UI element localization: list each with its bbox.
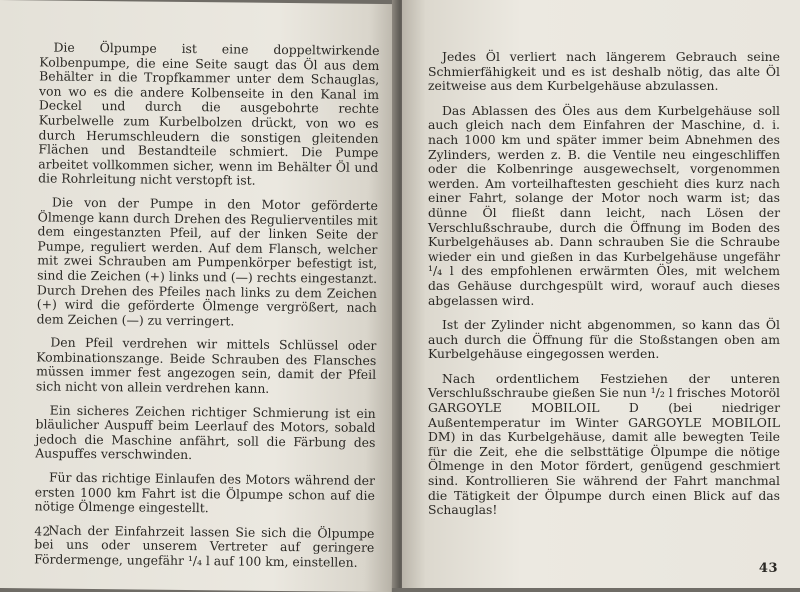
right-paragraph-2: Das Ablassen des Öles aus dem Kurbelgehäuse soll auch gleich nach dem Einfahren der Maschine, d. i. nach 1000 km und später immer beim Abnehmen des Zylinders, werden z. B. die Ventile neu eingeschliffen oder die Kolbenringe ausgewechselt, vorgenommen werden. Am vorteilhaftesten geschieht dies kurz nach einer Fahrt, solange der Motor noch warm ist; das dünne Öl fließt dann leicht, nach Lösen der Verschlußschraube, durch die Öffnung im Boden des Kurbelgehäuses ab. Dann schrauben Sie die Schraube wieder ein und gießen in das Kurbelgehäuse ungefähr ¹/₄ l des empfohlenen erwärmten Öles, mit welchem das Gehäuse durchgespült wird, worauf auch dieses abgelassen wird. [428,102,780,308]
left-paragraph-3: Den Pfeil verdrehen wir mittels Schlüssel oder Kombinationszange. Beide Schrauben des Flansches müssen immer fest angezogen sein, damit der Pfeil sich nicht von allein verdrehen kann. [35,334,377,396]
left-paragraph-2: Die von der Pumpe in den Motor geförderte Ölmenge kann durch Drehen des Regulierventiles mit dem eingestanzten Pfeil, auf der linken Seite der Pumpe, reguliert werden. Auf dem Flansch, welcher mit zwei Schrauben am Pumpenkörper befestigt ist, sind die Zeichen (+) links und (—) rechts eingestanzt. Durch Drehen des Pfeiles nach links zu dem Zeichen (+) wird die geförderte Ölmenge vergrößert, nach dem Zeichen (—) zu verringert. [36,194,378,329]
left-paragraph-5: Für das richtige Einlaufen des Motors während der ersten 1000 km Fahrt ist die Ölpumpe schon auf die nötige Ölmenge eingestellt. [34,469,376,516]
right-page-number: 43 [758,561,778,576]
left-page [0,0,398,592]
right-paragraph-1: Jedes Öl verliert nach längerem Gebrauch seine Schmierfähigkeit und es ist deshalb nötig, das alte Öl zeitweise aus dem Kurbelgehäuse abzulassen. [428,49,780,94]
right-paragraph-3: Ist der Zylinder nicht abgenommen, so kann das Öl auch durch die Öffnung für die Stoßstangen oben am Kurbelgehäuse eingegossen werden. [428,317,780,362]
right-page [402,0,800,588]
left-page-number: 42 [34,524,51,539]
left-paragraph-6: Nach der Einfahrzeit lassen Sie sich die Ölpumpe bei uns oder unserem Vertreter auf geringere Fördermenge, ungefähr ¹/₄ l auf 100 km, einstellen. [34,522,375,570]
left-paragraph-1: Die Ölpumpe ist eine doppeltwirkende Kolbenpumpe, die eine Seite saugt das Öl aus dem Behälter in die Tropfkammer unter dem Schauglas, von wo es die andere Kolbenseite in den Kanal im Deckel und durch die ausgebohrte rechte Kurbelwelle zum Kurbelbolzen drückt, von wo es durch Herumschleudern die sonstigen gleitenden Flächen und Bestandteile schmiert. Die Pumpe arbeitet vollkommen sicher, wenn im Behälter Öl und die Rohrleitung nicht verstopft ist. [38,39,380,189]
right-paragraph-4: Nach ordentlichem Festziehen der unteren Verschlußschraube gießen Sie nun ¹/₂ l frisches Motoröl GARGOYLE MOBILOIL D (bei niedriger Außentemperatur im Winter GARGOYLE MOBILOIL DM) in das Kurbelgehäuse, damit alle bewegten Teile für die Zeit, ehe die selbsttätige Ölpumpe die nötige Ölmenge in den Motor fördert, genügend geschmiert sind. Kontrollieren Sie während der Fahrt manchmal die Tätigkeit der Ölpumpe durch einen Blick auf das Schauglas! [428,370,780,518]
left-paragraph-4: Ein sicheres Zeichen richtiger Schmierung ist ein bläulicher Auspuff beim Leerlauf des Motors, sobald jedoch die Maschine anfährt, soll die Färbung des Auspuffes verschwinden. [35,402,376,463]
